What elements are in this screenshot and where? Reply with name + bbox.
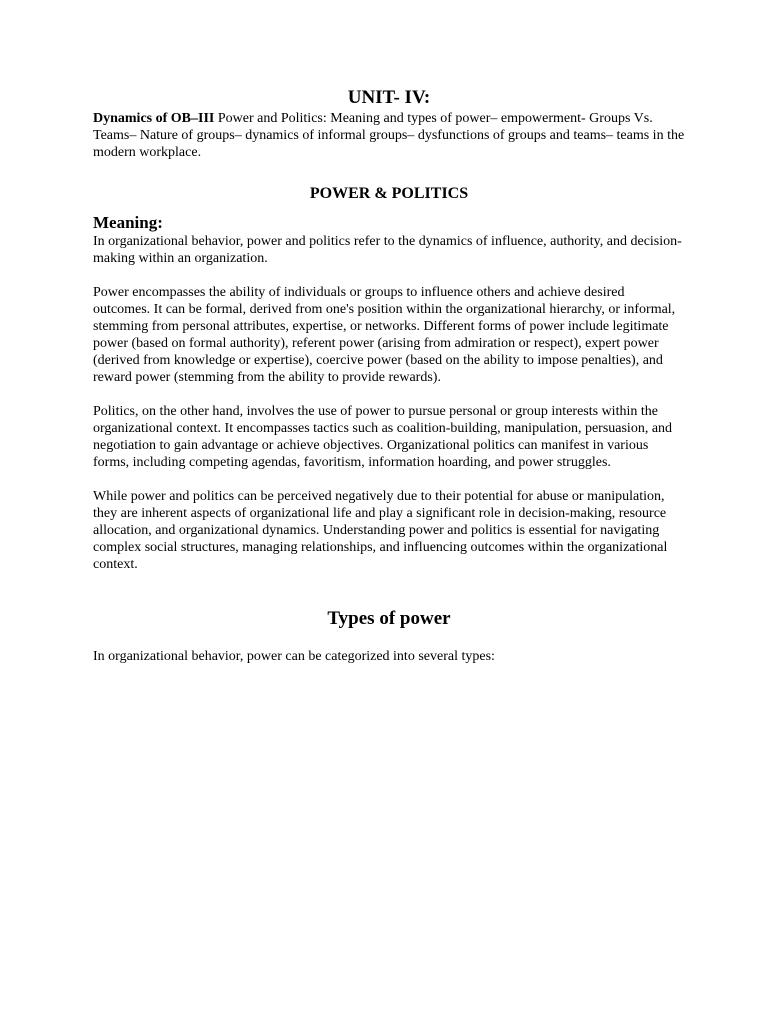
paragraph-definition: In organizational behavior, power and politics refer to the dynamics of influence, authority, and decision-making within an organization. bbox=[93, 234, 682, 266]
paragraph-politics: Politics, on the other hand, involves the use of power to pursue personal or group interests within the organizational context. It encompasses tactics such as coalition-building, manipulation, persuasion, and negotiation to gain advantage or achieve objectives. Organizational politics can manifest in various forms, including competing agendas, favoritism, information hoarding, and power struggles. bbox=[93, 404, 673, 470]
paragraph-power: Power encompasses the ability of individuals or groups to influence others and achieve desired outcomes. It can be formal, derived from one's position within the organizational hierarchy, or informal, stemming from personal attributes, expertise, or networks. Different forms of power include legitimate power (based on formal authority), referent power (arising from admiration or respect), expert power (derived from knowledge or expertise), coercive power (based on the ability to impose penalties), and reward power (stemming from the ability to provide rewards). bbox=[93, 285, 676, 385]
paragraph-summary: While power and politics can be perceived negatively due to their potential for abuse or manipulation, they are inherent aspects of organizational life and play a significant role in decision-making, resource allocation, and organizational dynamics. Understanding power and politics is essential for navigating complex social structures, managing relationships, and influencing outcomes within the organizational context. bbox=[93, 489, 668, 572]
meaning-heading: Meaning: bbox=[93, 213, 163, 232]
unit-intro bbox=[93, 110, 685, 161]
types-intro: In organizational behavior, power can be categorized into several types: bbox=[93, 649, 495, 664]
section-title: POWER & POLITICS bbox=[309, 185, 469, 202]
unit-intro-bold: Dynamics of OB–III bbox=[93, 111, 215, 126]
types-title: Types of power bbox=[327, 608, 451, 629]
document-page bbox=[93, 86, 685, 665]
unit-title: UNIT- IV: bbox=[347, 87, 431, 108]
unit-intro-text: Power and Politics: Meaning and types of power– empowerment- Groups Vs. Teams– Nature of groups– dynamics of informal groups– dysfunctions of groups and teams– teams in the modern workplace. bbox=[93, 111, 685, 160]
